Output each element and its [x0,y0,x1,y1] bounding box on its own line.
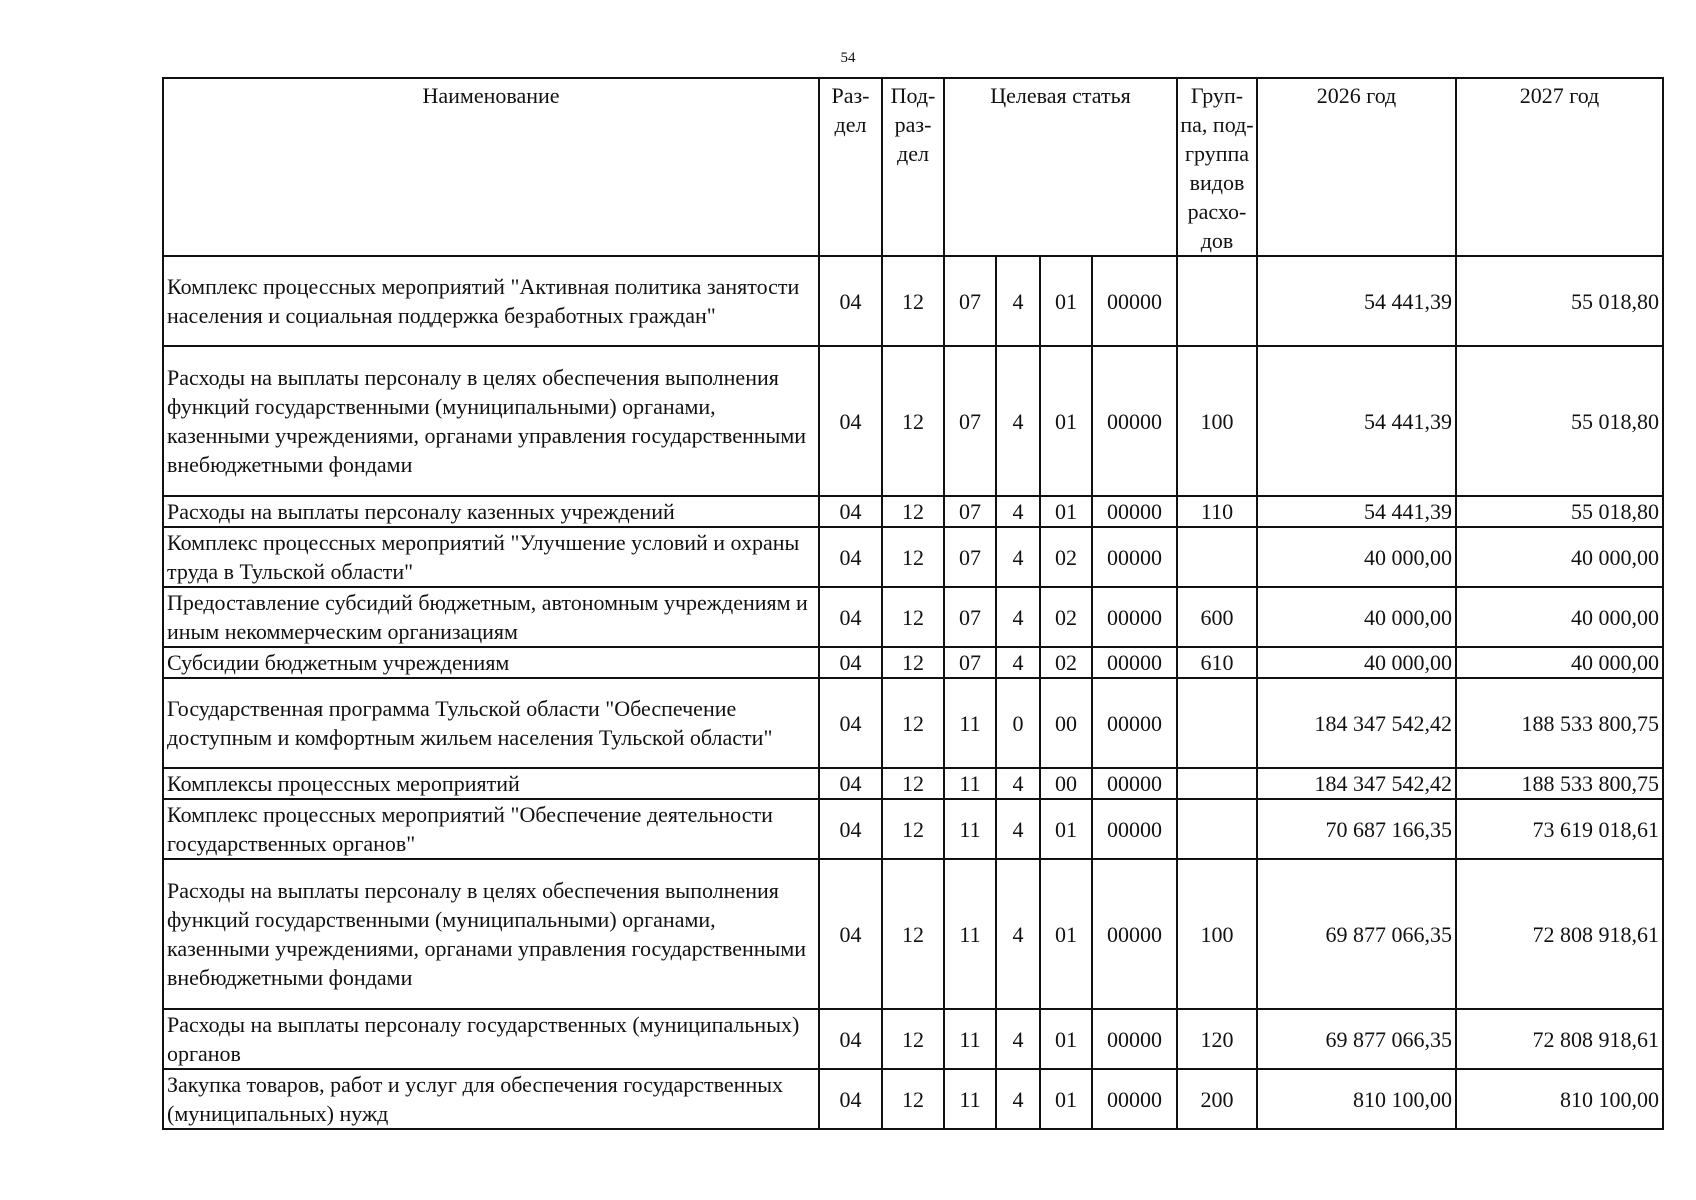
row-target-program: 11 [944,859,996,1009]
row-amount-2026: 184 347 542,42 [1257,678,1456,768]
row-target-type: 4 [996,799,1040,859]
row-target-direction: 00000 [1092,799,1177,859]
table-row [163,678,1663,768]
row-target-program: 11 [944,678,996,768]
table-body [163,256,1663,1129]
row-target-type: 4 [996,496,1040,527]
row-target-direction: 00000 [1092,647,1177,678]
row-target-program: 07 [944,647,996,678]
row-target-type: 4 [996,1069,1040,1129]
row-subsection: 12 [882,1009,944,1069]
row-target-program: 07 [944,527,996,587]
row-section: 04 [819,587,882,647]
row-subsection: 12 [882,256,944,346]
row-target-program: 11 [944,1069,996,1129]
row-target-direction: 00000 [1092,496,1177,527]
row-target-subprogram: 01 [1040,1009,1092,1069]
row-target-type: 4 [996,256,1040,346]
row-amount-2027: 55 018,80 [1456,496,1663,527]
row-target-program: 07 [944,256,996,346]
row-amount-2027: 72 808 918,61 [1456,1009,1663,1069]
row-amount-2026: 54 441,39 [1257,346,1456,496]
row-section: 04 [819,768,882,799]
row-target-direction: 00000 [1092,1069,1177,1129]
row-amount-2026: 54 441,39 [1257,256,1456,346]
row-name: Расходы на выплаты персоналу в целях обеспечения выполнения функций государственными (муниципальными) органами, казенными учреждениями, органами управления государственными внебюджетными фондами [163,859,819,1009]
row-expense-group [1177,768,1257,799]
row-target-subprogram: 01 [1040,496,1092,527]
row-amount-2027: 72 808 918,61 [1456,859,1663,1009]
table-header-row [163,78,1663,256]
row-section: 04 [819,346,882,496]
row-name: Закупка товаров, работ и услуг для обеспечения государственных (муниципальных) нужд [163,1069,819,1129]
row-expense-group: 200 [1177,1069,1257,1129]
row-amount-2027: 55 018,80 [1456,256,1663,346]
row-subsection: 12 [882,587,944,647]
row-target-type: 4 [996,346,1040,496]
row-target-subprogram: 02 [1040,527,1092,587]
row-target-type: 4 [996,859,1040,1009]
table-row [163,256,1663,346]
row-amount-2026: 69 877 066,35 [1257,1009,1456,1069]
row-target-subprogram: 01 [1040,859,1092,1009]
row-amount-2026: 184 347 542,42 [1257,768,1456,799]
row-amount-2026: 40 000,00 [1257,527,1456,587]
row-amount-2027: 188 533 800,75 [1456,768,1663,799]
row-section: 04 [819,859,882,1009]
row-target-subprogram: 00 [1040,678,1092,768]
row-name: Предоставление субсидий бюджетным, автономным учреждениям и иным некоммерческим организациям [163,587,819,647]
row-expense-group [1177,256,1257,346]
header-target-article: Целевая статья [944,78,1177,256]
row-expense-group: 110 [1177,496,1257,527]
row-expense-group: 600 [1177,587,1257,647]
header-year-2027: 2027 год [1456,78,1663,256]
row-target-type: 4 [996,587,1040,647]
row-section: 04 [819,647,882,678]
row-amount-2026: 69 877 066,35 [1257,859,1456,1009]
row-target-direction: 00000 [1092,256,1177,346]
row-target-type: 4 [996,647,1040,678]
row-target-direction: 00000 [1092,678,1177,768]
header-year-2026: 2026 год [1257,78,1456,256]
row-target-direction: 00000 [1092,346,1177,496]
row-subsection: 12 [882,678,944,768]
row-name: Комплексы процессных мероприятий [163,768,819,799]
row-target-subprogram: 01 [1040,346,1092,496]
row-expense-group [1177,678,1257,768]
row-amount-2027: 40 000,00 [1456,527,1663,587]
row-subsection: 12 [882,1069,944,1129]
table-row [163,1069,1663,1129]
row-subsection: 12 [882,859,944,1009]
row-target-type: 4 [996,527,1040,587]
row-amount-2026: 70 687 166,35 [1257,799,1456,859]
row-target-program: 07 [944,496,996,527]
row-name: Комплекс процессных мероприятий "Обеспечение деятельности государственных органов" [163,799,819,859]
row-section: 04 [819,678,882,768]
row-name: Расходы на выплаты персоналу казенных учреждений [163,496,819,527]
row-name: Расходы на выплаты персоналу государственных (муниципальных) органов [163,1009,819,1069]
table-row [163,587,1663,647]
row-amount-2027: 188 533 800,75 [1456,678,1663,768]
header-subsection: Под- раз- дел [882,78,944,256]
row-name: Комплекс процессных мероприятий "Улучшение условий и охраны труда в Тульской области" [163,527,819,587]
row-section: 04 [819,496,882,527]
row-target-direction: 00000 [1092,859,1177,1009]
row-amount-2027: 40 000,00 [1456,647,1663,678]
row-target-direction: 00000 [1092,587,1177,647]
row-expense-group: 610 [1177,647,1257,678]
row-expense-group: 120 [1177,1009,1257,1069]
row-target-direction: 00000 [1092,768,1177,799]
row-name: Расходы на выплаты персоналу в целях обеспечения выполнения функций государственными (муниципальными) органами, казенными учреждениями, органами управления государственными внебюджетными фондами [163,346,819,496]
row-expense-group: 100 [1177,859,1257,1009]
table-row [163,346,1663,496]
header-expense-group: Груп- па, под- группа видов расхо- дов [1177,78,1257,256]
row-name: Комплекс процессных мероприятий "Активная политика занятости населения и социальная поддержка безработных граждан" [163,256,819,346]
row-amount-2027: 40 000,00 [1456,587,1663,647]
row-section: 04 [819,799,882,859]
row-subsection: 12 [882,768,944,799]
row-target-subprogram: 00 [1040,768,1092,799]
row-target-program: 07 [944,346,996,496]
row-target-direction: 00000 [1092,1009,1177,1069]
row-amount-2027: 73 619 018,61 [1456,799,1663,859]
row-target-direction: 00000 [1092,527,1177,587]
row-amount-2026: 54 441,39 [1257,496,1456,527]
row-target-type: 0 [996,678,1040,768]
row-expense-group: 100 [1177,346,1257,496]
row-section: 04 [819,527,882,587]
row-target-program: 11 [944,1009,996,1069]
table-row [163,859,1663,1009]
row-target-subprogram: 01 [1040,256,1092,346]
row-expense-group [1177,799,1257,859]
row-target-subprogram: 01 [1040,799,1092,859]
header-name: Наименование [163,78,819,256]
row-name: Субсидии бюджетным учреждениям [163,647,819,678]
budget-table [162,77,1664,1130]
header-section: Раз- дел [819,78,882,256]
page-number: 54 [840,50,856,66]
row-amount-2026: 40 000,00 [1257,647,1456,678]
row-name: Государственная программа Тульской области "Обеспечение доступным и комфортным жильем населения Тульской области" [163,678,819,768]
table-row [163,647,1663,678]
row-target-program: 11 [944,768,996,799]
table-row [163,527,1663,587]
row-subsection: 12 [882,496,944,527]
row-section: 04 [819,256,882,346]
row-target-subprogram: 02 [1040,587,1092,647]
row-amount-2027: 810 100,00 [1456,1069,1663,1129]
table-row [163,799,1663,859]
row-subsection: 12 [882,527,944,587]
row-subsection: 12 [882,647,944,678]
row-target-program: 07 [944,587,996,647]
row-target-subprogram: 02 [1040,647,1092,678]
row-section: 04 [819,1069,882,1129]
row-target-type: 4 [996,768,1040,799]
row-amount-2026: 40 000,00 [1257,587,1456,647]
row-target-type: 4 [996,1009,1040,1069]
row-section: 04 [819,1009,882,1069]
row-subsection: 12 [882,346,944,496]
table-row [163,1009,1663,1069]
row-target-program: 11 [944,799,996,859]
row-target-subprogram: 01 [1040,1069,1092,1129]
row-expense-group [1177,527,1257,587]
table-row [163,768,1663,799]
row-amount-2026: 810 100,00 [1257,1069,1456,1129]
row-subsection: 12 [882,799,944,859]
row-amount-2027: 55 018,80 [1456,346,1663,496]
table-row [163,496,1663,527]
